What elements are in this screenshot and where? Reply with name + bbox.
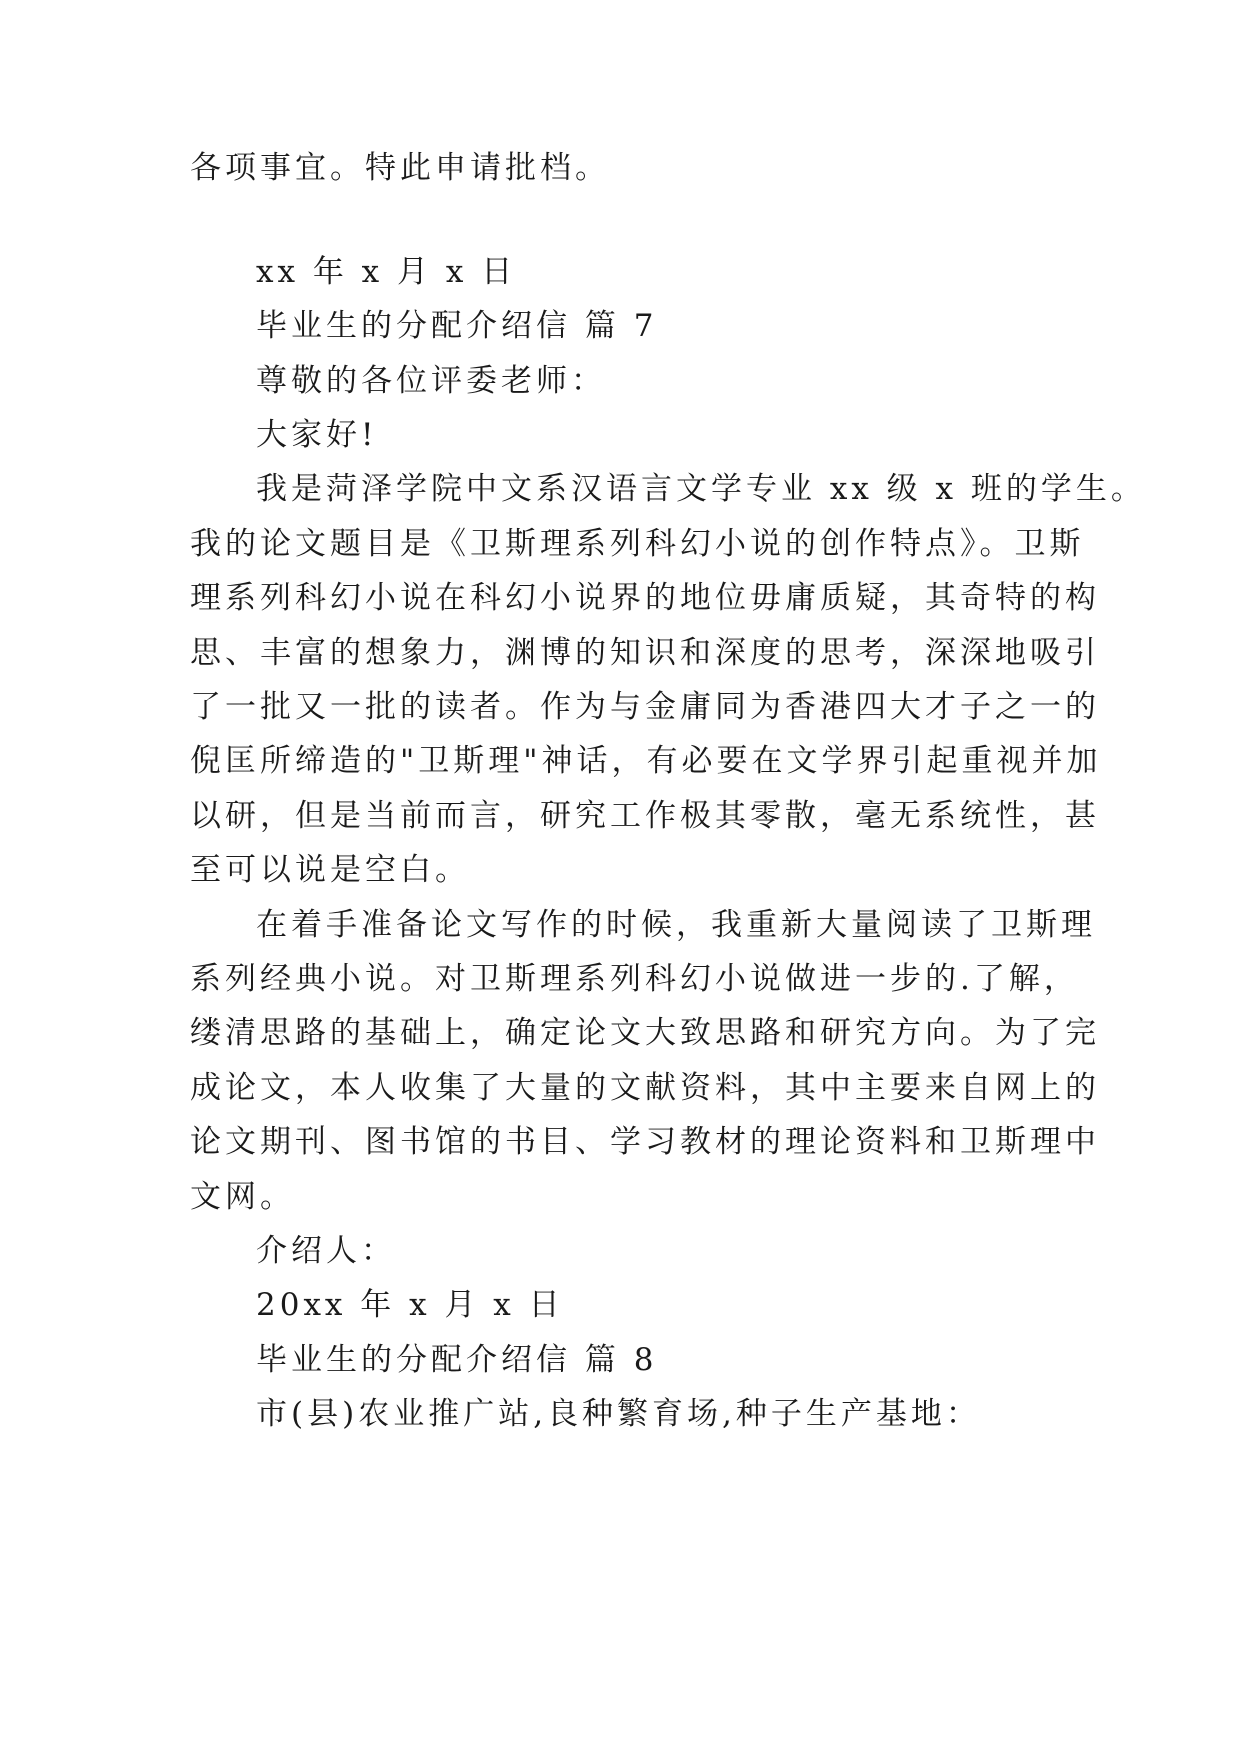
paragraph-line: 系列经典小说。对卫斯理系列科幻小说做进一步的.了解， — [190, 961, 1079, 997]
section-heading: 毕业生的分配介绍信 篇 7 — [256, 308, 658, 344]
date-line: 20xx 年 x 月 x 日 — [256, 1287, 564, 1323]
date-line: xx 年 x 月 x 日 — [256, 254, 517, 290]
paragraph-line: 思、丰富的想象力，渊博的知识和深度的思考，深深地吸引 — [190, 635, 1100, 671]
paragraph-line: 缕清思路的基础上，确定论文大致思路和研究方向。为了完 — [190, 1015, 1100, 1051]
paragraph-line: 倪匡所缔造的"卫斯理"神话，有必要在文学界引起重视并加 — [190, 743, 1102, 779]
paragraph-line: 论文期刊、图书馆的书目、学习教材的理论资料和卫斯理中 — [190, 1124, 1100, 1160]
introducer-label: 介绍人： — [256, 1233, 396, 1269]
paragraph-line: 了一批又一批的读者。作为与金庸同为香港四大才子之一的 — [190, 689, 1100, 725]
recipient-line: 市(县)农业推广站,良种繁育场,种子生产基地： — [256, 1396, 981, 1432]
paragraph-line: 以研，但是当前而言，研究工作极其零散，毫无系统性，甚 — [190, 798, 1100, 834]
paragraph-line: 至可以说是空白。 — [190, 852, 470, 888]
salutation: 尊敬的各位评委老师： — [256, 363, 606, 399]
paragraph-line: 在着手准备论文写作的时候，我重新大量阅读了卫斯理 — [256, 907, 1096, 943]
closing-line: 各项事宜。特此申请批档。 — [190, 150, 610, 186]
greeting: 大家好! — [256, 417, 378, 453]
paragraph-line: 文网。 — [190, 1179, 295, 1215]
section-heading: 毕业生的分配介绍信 篇 8 — [256, 1342, 658, 1378]
paragraph-line: 成论文，本人收集了大量的文献资料，其中主要来自网上的 — [190, 1070, 1100, 1106]
paragraph-line: 我的论文题目是《卫斯理系列科幻小说的创作特点》。卫斯 — [190, 526, 1085, 562]
paragraph-line: 我是菏泽学院中文系汉语言文学专业 xx 级 x 班的学生。 — [256, 471, 1146, 507]
paragraph-line: 理系列科幻小说在科幻小说界的地位毋庸质疑，其奇特的构 — [190, 580, 1100, 616]
